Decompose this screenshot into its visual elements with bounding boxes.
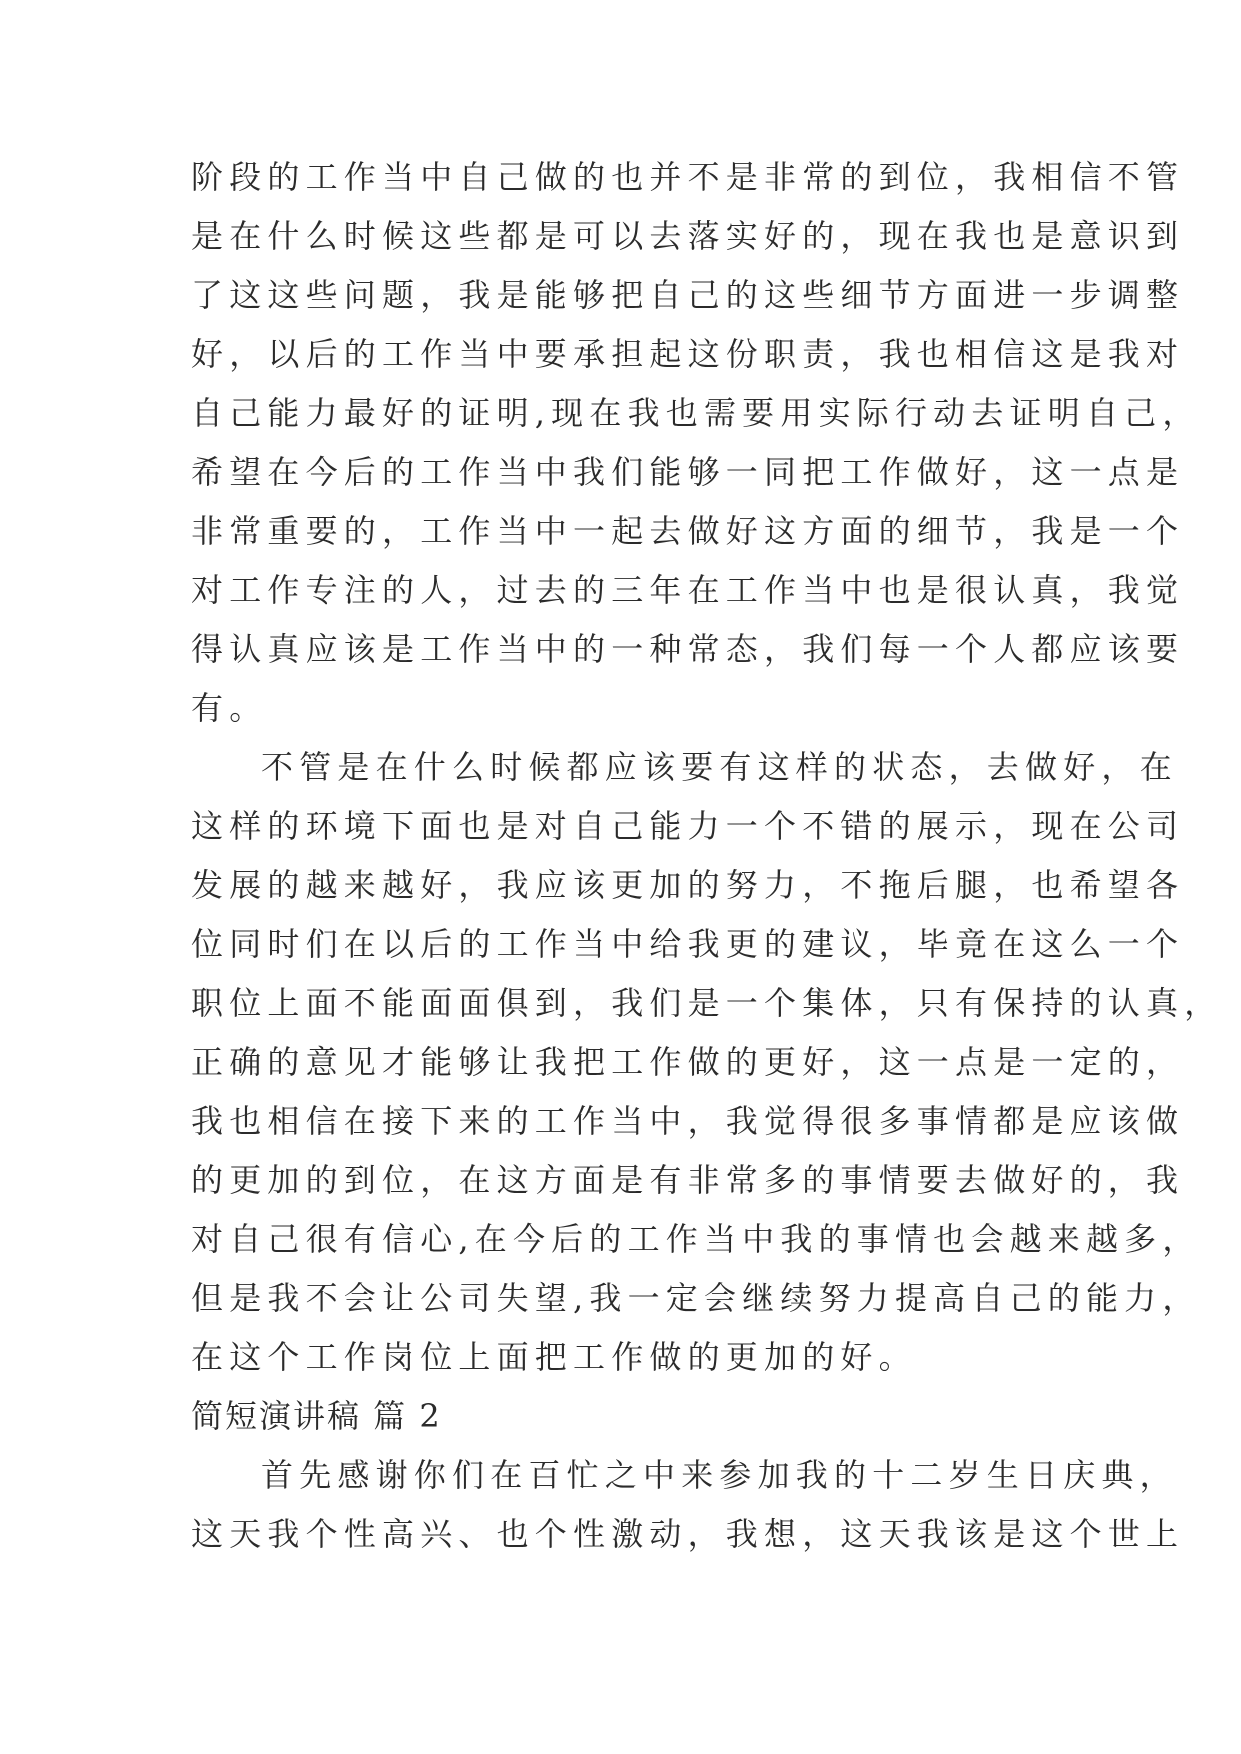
text-line: 的更加的到位，在这方面是有非常多的事情要去做好的，我 xyxy=(191,1161,1185,1199)
text-line: 好，以后的工作当中要承担起这份职责，我也相信这是我对 xyxy=(191,335,1185,373)
text-line: 不管是在什么时候都应该要有这样的状态，去做好，在 xyxy=(261,748,1178,786)
section-heading: 简短演讲稿 篇 2 xyxy=(191,1397,442,1435)
text-line: 发展的越来越好，我应该更加的努力，不拖后腿，也希望各 xyxy=(191,866,1185,904)
text-line: 职位上面不能面面俱到，我们是一个集体，只有保持的认真， xyxy=(191,984,1223,1022)
text-line: 非常重要的，工作当中一起去做好这方面的细节，我是一个 xyxy=(191,512,1185,550)
text-line: 我也相信在接下来的工作当中，我觉得很多事情都是应该做 xyxy=(191,1102,1185,1140)
paragraph-1 xyxy=(191,148,1201,738)
text-line: 有。 xyxy=(191,689,268,727)
text-line: 得认真应该是工作当中的一种常态，我们每一个人都应该要 xyxy=(191,630,1185,668)
text-line: 是在什么时候这些都是可以去落实好的，现在我也是意识到 xyxy=(191,217,1185,255)
text-line: 阶段的工作当中自己做的也并不是非常的到位，我相信不管 xyxy=(191,158,1185,196)
text-line: 这样的环境下面也是对自己能力一个不错的展示，现在公司 xyxy=(191,807,1185,845)
paragraph-3 xyxy=(191,1446,1185,1564)
text-line: 但是我不会让公司失望,我一定会继续努力提高自己的能力， xyxy=(191,1279,1201,1317)
paragraph-2 xyxy=(191,738,1223,1387)
text-line: 自己能力最好的证明,现在我也需要用实际行动去证明自己， xyxy=(191,394,1201,432)
document-page xyxy=(191,148,1223,1564)
text-line: 位同时们在以后的工作当中给我更的建议，毕竟在这么一个 xyxy=(191,925,1185,963)
text-line: 在这个工作岗位上面把工作做的更加的好。 xyxy=(191,1338,917,1376)
text-line: 首先感谢你们在百忙之中来参加我的十二岁生日庆典， xyxy=(261,1456,1178,1494)
text-line: 这天我个性高兴、也个性激动，我想，这天我该是这个世上 xyxy=(191,1515,1185,1553)
text-line: 对工作专注的人，过去的三年在工作当中也是很认真，我觉 xyxy=(191,571,1185,609)
text-line: 对自己很有信心,在今后的工作当中我的事情也会越来越多， xyxy=(191,1220,1201,1258)
text-line: 了这这些问题，我是能够把自己的这些细节方面进一步调整 xyxy=(191,276,1185,314)
text-line: 正确的意见才能够让我把工作做的更好，这一点是一定的， xyxy=(191,1043,1185,1081)
text-line: 希望在今后的工作当中我们能够一同把工作做好，这一点是 xyxy=(191,453,1185,491)
